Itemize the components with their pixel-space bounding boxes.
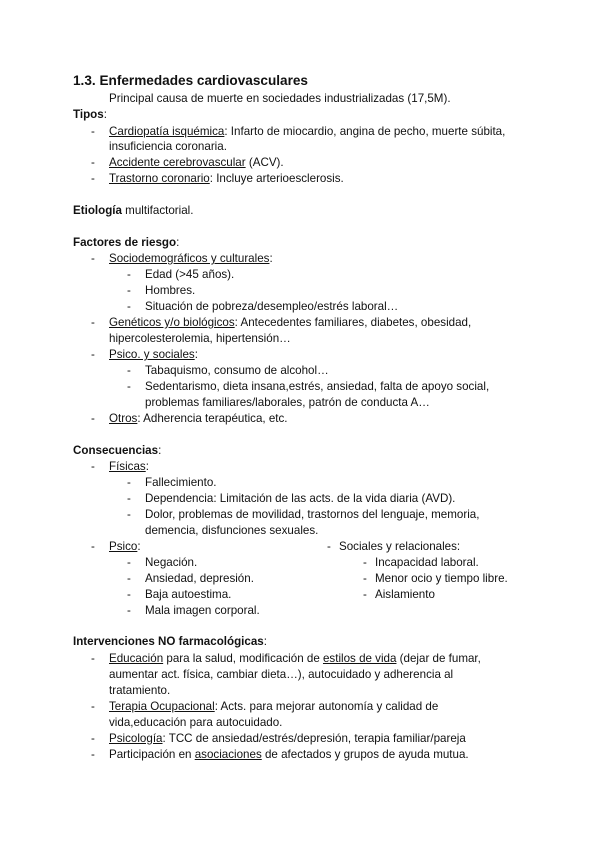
factores-otros: Otros: Adherencia terapéutica, etc. (109, 412, 288, 425)
dash-marker: - (127, 364, 131, 377)
dash-marker: - (127, 508, 131, 521)
factores-socio-sub: Situación de pobreza/desempleo/estrés laboral… (145, 300, 399, 313)
dash-marker: - (91, 748, 95, 761)
dash-marker: - (363, 588, 367, 601)
dash-marker: - (127, 604, 131, 617)
etiologia-line: Etiología multifactorial. (73, 204, 194, 217)
dash-marker: - (91, 732, 95, 745)
intervenciones-participacion: Participación en asociaciones de afectados y grupos de ayuda mutua. (109, 748, 469, 761)
dash-marker: - (91, 460, 95, 473)
dash-marker: - (127, 556, 131, 569)
fisicas-sub: Dolor, problemas de movilidad, trastornos del lenguaje, memoria, (145, 508, 480, 521)
dash-marker: - (91, 652, 95, 665)
dash-marker: - (127, 476, 131, 489)
psico-sub: Mala imagen corporal. (145, 604, 260, 617)
factores-socio: Sociodemográficos y culturales: (109, 252, 273, 265)
tipos-heading: Tipos: (73, 108, 107, 121)
sociales-sub: Aislamiento (375, 588, 435, 601)
section-title: 1.3. Enfermedades cardiovasculares (73, 73, 308, 88)
intervenciones-terapia-cont: vida,educación para autocuidado. (109, 716, 283, 729)
dash-marker: - (327, 540, 331, 553)
intro-text: Principal causa de muerte en sociedades industrializadas (17,5M). (109, 92, 451, 105)
dash-marker: - (127, 572, 131, 585)
intervenciones-educacion-cont: aumentar act. física, cambiar dieta…), autocuidado y adherencia al (109, 668, 454, 681)
factores-geneticos-cont: hipercolesterolemia, hipertensión… (109, 332, 291, 345)
factores-heading: Factores de riesgo: (73, 236, 180, 249)
sociales-sub: Incapacidad laboral. (375, 556, 479, 569)
fisicas-sub-cont: demencia, disfunciones sexuales. (145, 524, 319, 537)
dash-marker: - (91, 316, 95, 329)
dash-marker: - (363, 572, 367, 585)
dash-marker: - (91, 540, 95, 553)
factores-socio-sub: Edad (>45 años). (145, 268, 235, 281)
intervenciones-heading: Intervenciones NO farmacológicas: (73, 635, 267, 648)
intervenciones-educacion-cont: tratamiento. (109, 684, 171, 697)
intervenciones-psicologia: Psicología: TCC de ansiedad/estrés/depresión, terapia familiar/pareja (109, 732, 466, 745)
psico-sub: Ansiedad, depresión. (145, 572, 254, 585)
psico-sub: Baja autoestima. (145, 588, 232, 601)
fisicas-sub: Fallecimiento. (145, 476, 217, 489)
dash-marker: - (127, 380, 131, 393)
dash-marker: - (127, 300, 131, 313)
consecuencias-fisicas: Físicas: (109, 460, 149, 473)
factores-psico-sub: Sedentarismo, dieta insana,estrés, ansiedad, falta de apoyo social, (145, 380, 490, 393)
dash-marker: - (91, 252, 95, 265)
dash-marker: - (127, 492, 131, 505)
dash-marker: - (363, 556, 367, 569)
factores-psico: Psico. y sociales: (109, 348, 198, 361)
tipos-item-cardiopatia-cont: insuficiencia coronaria. (109, 140, 227, 153)
intervenciones-terapia: Terapia Ocupacional: Acts. para mejorar autonomía y calidad de (109, 700, 439, 713)
dash-marker: - (91, 412, 95, 425)
fisicas-sub: Dependencia: Limitación de las acts. de la vida diaria (AVD). (145, 492, 456, 505)
factores-geneticos: Genéticos y/o biológicos: Antecedentes familiares, diabetes, obesidad, (109, 316, 472, 329)
sociales-sub: Menor ocio y tiempo libre. (375, 572, 508, 585)
dash-marker: - (91, 348, 95, 361)
dash-marker: - (91, 700, 95, 713)
dash-marker: - (127, 268, 131, 281)
tipos-item-coronario: Trastorno coronario: Incluye arterioesclerosis. (109, 172, 344, 185)
dash-marker: - (91, 156, 95, 169)
intervenciones-educacion: Educación para la salud, modificación de estilos de vida (dejar de fumar, (109, 652, 481, 665)
consecuencias-psico: Psico: (109, 540, 141, 553)
consecuencias-sociales: Sociales y relacionales: (339, 540, 461, 553)
dash-marker: - (127, 588, 131, 601)
dash-marker: - (127, 284, 131, 297)
factores-psico-sub: Tabaquismo, consumo de alcohol… (145, 364, 329, 377)
factores-psico-sub-cont: problemas familiares/laborales, patrón de conducta A… (145, 396, 430, 409)
dash-marker: - (91, 172, 95, 185)
factores-socio-sub: Hombres. (145, 284, 196, 297)
tipos-item-acv: Accidente cerebrovascular (ACV). (109, 156, 284, 169)
consecuencias-heading: Consecuencias: (73, 444, 162, 457)
psico-sub: Negación. (145, 556, 198, 569)
dash-marker: - (91, 125, 95, 138)
tipos-item-cardiopatia: Cardiopatía isquémica: Infarto de miocardio, angina de pecho, muerte súbita, (109, 125, 506, 138)
